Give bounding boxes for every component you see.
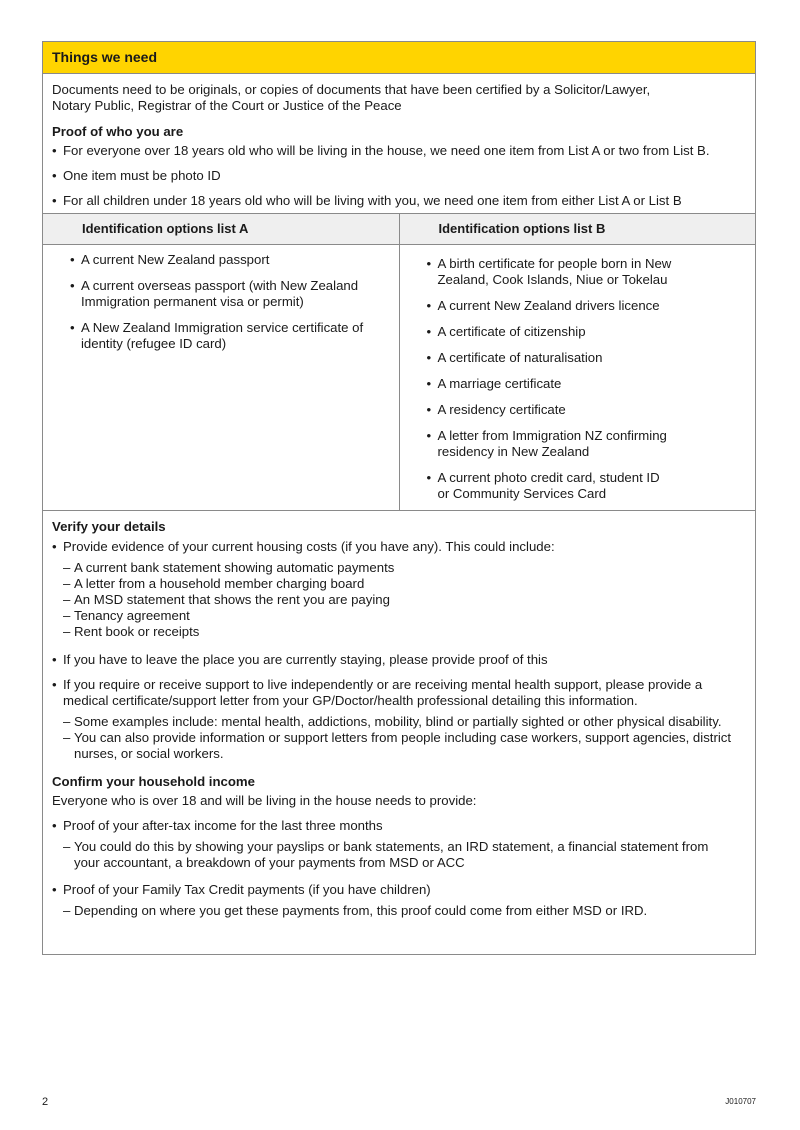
list-item: • A New Zealand Immigration service certificate of identity (refugee ID card) (70, 320, 371, 352)
list-item: • A marriage certificate (427, 376, 756, 392)
banner-title: Things we need (52, 49, 158, 65)
ftc-sub-list (52, 903, 746, 919)
support-text: If you require or receive support to live independently or are receiving mental health support, please provide a medical certificate/support letter from your GP/Doctor/health professional detailing this information. (63, 677, 703, 708)
form-code: J010707 (725, 1097, 756, 1106)
support-sub-list (52, 714, 746, 762)
list-a-cell (43, 245, 399, 511)
list-item: • A residency certificate (427, 402, 756, 418)
income-heading: Confirm your household income (52, 774, 255, 789)
list-item: • A current overseas passport (with New Zealand Immigration permanent visa or permit) (70, 278, 381, 310)
sub-item: – A letter from a household member charging board (52, 576, 746, 592)
list-item (52, 818, 746, 871)
ftc-text: Proof of your Family Tax Credit payments (if you have children) (63, 882, 431, 897)
list-item (52, 882, 746, 919)
list-a-header: Identification options list A (43, 214, 399, 245)
verify-heading: Verify your details (52, 519, 166, 534)
list-item (52, 539, 746, 640)
sub-item: – Some examples include: mental health, addictions, mobility, blind or partially sighted or other physical disability. (52, 714, 746, 730)
after-tax-text: Proof of your after-tax income for the last three months (63, 818, 383, 833)
page-number: 2 (42, 1096, 49, 1108)
housing-text: Provide evidence of your current housing costs (if you have any). This could include: (63, 539, 555, 554)
list-item: • A birth certificate for people born in New Zealand, Cook Islands, Niue or Tokelau (427, 256, 708, 288)
requirements-box (42, 41, 756, 955)
sub-item: – Rent book or receipts (52, 624, 746, 640)
list-a-items (70, 252, 399, 352)
list-item: • A certificate of citizenship (427, 324, 756, 340)
list-item: • A current photo credit card, student ID or Community Services Card (427, 470, 668, 502)
list-item: • A current New Zealand drivers licence (427, 298, 756, 314)
list-item: • If you have to leave the place you are currently staying, please provide proof of this (52, 652, 746, 668)
list-item: • For all children under 18 years old who will be living with you, we need one item from either List A or List B (52, 193, 746, 209)
sub-item: – A current bank statement showing automatic payments (52, 560, 746, 576)
verify-list (52, 539, 746, 762)
list-b-items (427, 256, 756, 502)
sub-item: – An MSD statement that shows the rent you are paying (52, 592, 746, 608)
sub-item: – You could do this by showing your payslips or bank statements, an IRD statement, a financial statement from your accountant, a breakdown of your payments from MSD or ACC (52, 839, 714, 871)
income-list (52, 818, 746, 919)
list-item: • One item must be photo ID (52, 168, 746, 184)
proof-heading: Proof of who you are (52, 124, 184, 139)
housing-sub-list (52, 560, 746, 640)
list-b-cell (399, 245, 755, 511)
list-item: • A letter from Immigration NZ confirming residency in New Zealand (427, 428, 673, 460)
intro-section (43, 82, 755, 209)
sub-item: – You can also provide information or support letters from people including case workers, support agencies, district nurses, or social workers. (52, 730, 746, 762)
section-banner (43, 42, 755, 74)
after-tax-sub-list (52, 839, 746, 871)
list-item: • A current New Zealand passport (70, 252, 399, 268)
proof-list (52, 143, 746, 209)
intro-text: Documents need to be originals, or copies of documents that have been certified by a Solicitor/Lawyer, Notary Public, Registrar of the Court or Justice of the Peace (52, 82, 651, 113)
sub-item: – Tenancy agreement (52, 608, 746, 624)
sub-item: – Depending on where you get these payments from, this proof could come from either MSD or IRD. (52, 903, 746, 919)
list-item: • For everyone over 18 years old who will be living in the house, we need one item from List A or two from List B. (52, 143, 746, 159)
list-item (52, 677, 746, 762)
list-item: • A certificate of naturalisation (427, 350, 756, 366)
identification-table (43, 213, 755, 511)
verify-section (43, 519, 755, 919)
income-lead: Everyone who is over 18 and will be living in the house needs to provide: (52, 793, 477, 808)
list-b-header: Identification options list B (399, 214, 755, 245)
